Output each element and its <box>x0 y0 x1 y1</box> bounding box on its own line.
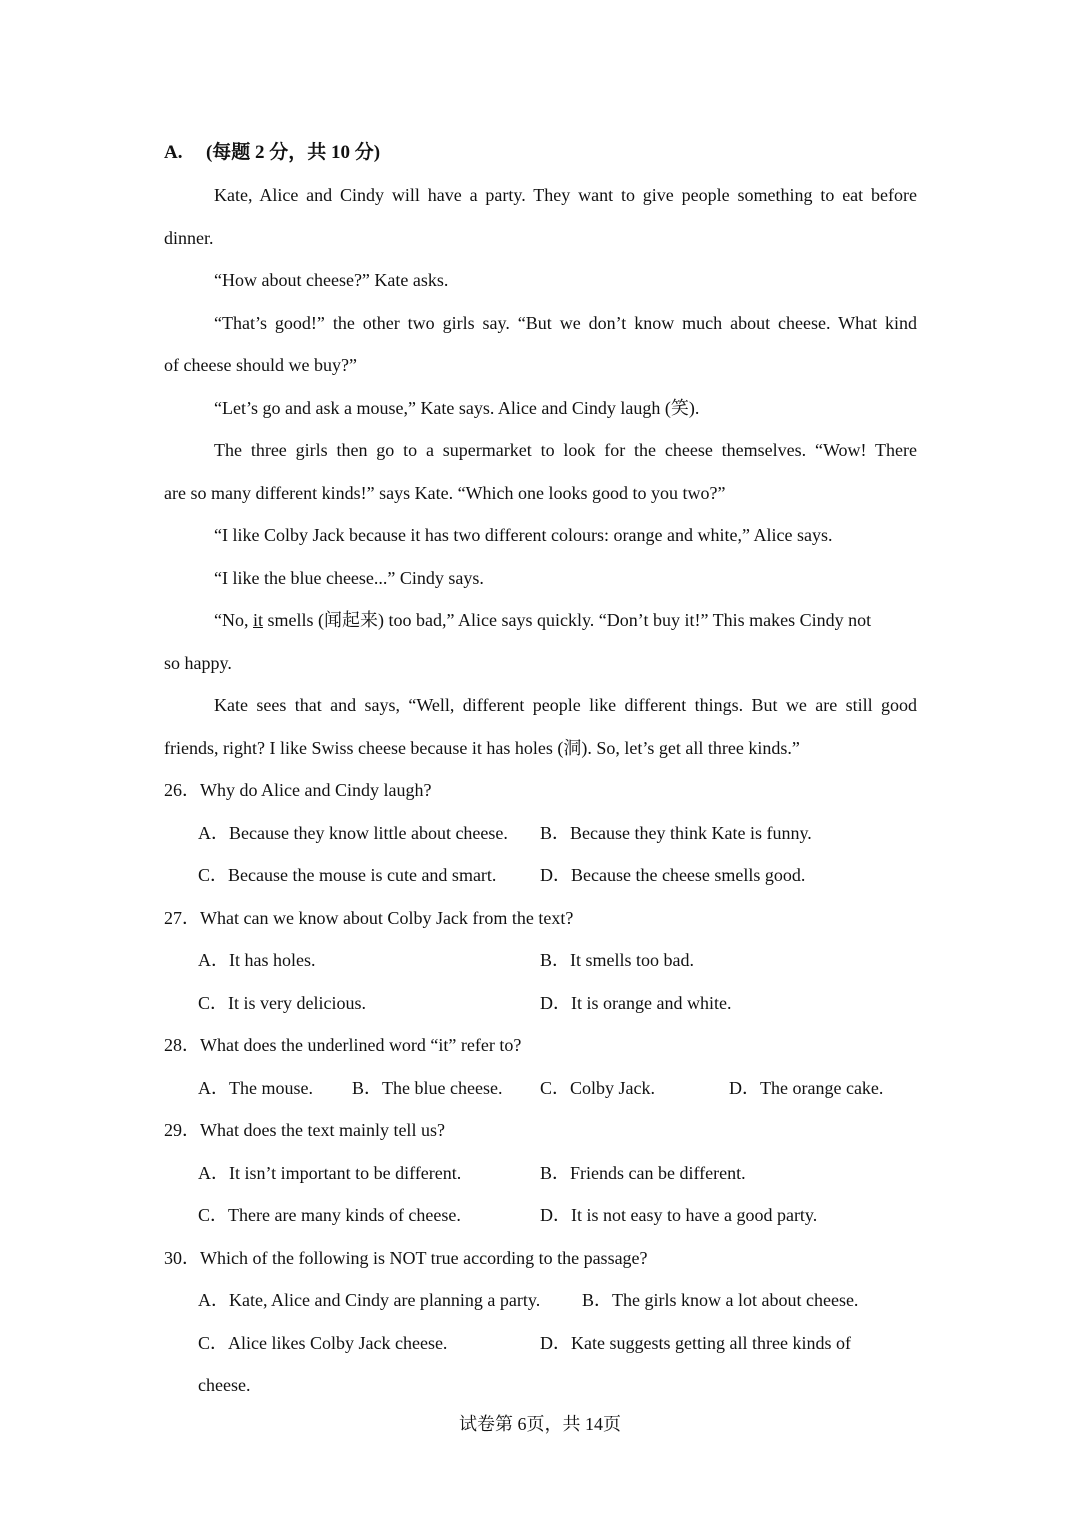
passage-line: “I like Colby Jack because it has two different colours: orange and white,” Alice says. <box>214 525 833 545</box>
option-b: B．The girls know a lot about cheese. <box>582 1290 859 1310</box>
option-c: C．Alice likes Colby Jack cheese. <box>198 1333 448 1353</box>
passage-text: smells (闻起来) too bad,” Alice says quickly. “Don’t buy it!” This makes Cindy not <box>263 610 872 630</box>
option-d: D．It is orange and white. <box>540 993 732 1013</box>
option-c: C．It is very delicious. <box>198 993 366 1013</box>
passage-line: “I like the blue cheese...” Cindy says. <box>214 568 484 588</box>
passage-line: “Let’s go and ask a mouse,” Kate says. Alice and Cindy laugh (笑). <box>214 398 700 418</box>
option-a: A．It isn’t important to be different. <box>198 1163 462 1183</box>
option-a: A．Kate, Alice and Cindy are planning a party. <box>198 1290 541 1310</box>
option-b: B．Friends can be different. <box>540 1163 746 1183</box>
passage-line: “That’s good!” the other two girls say. “But we don’t know much about cheese. What kind <box>214 313 917 333</box>
option-c: C．Because the mouse is cute and smart. <box>198 865 497 885</box>
passage-line: dinner. <box>164 228 214 248</box>
option-d: D．Kate suggests getting all three kinds of <box>540 1333 851 1353</box>
question-stem: 28．What does the underlined word “it” refer to? <box>164 1035 522 1055</box>
passage-line: of cheese should we buy?” <box>164 355 357 375</box>
option-c: C．Colby Jack. <box>540 1078 655 1098</box>
passage-line: Kate sees that and says, “Well, different people like different things. But we are still good <box>214 695 917 715</box>
passage-line: friends, right? I like Swiss cheese because it has holes (洞). So, let’s get all three kinds.” <box>164 738 800 758</box>
page-footer: 试卷第 6页，共 14页 <box>459 1414 621 1434</box>
option-d: D．Because the cheese smells good. <box>540 865 806 885</box>
section-heading <box>164 141 380 165</box>
passage-line: so happy. <box>164 653 232 673</box>
question-stem: 30．Which of the following is NOT true according to the passage? <box>164 1248 648 1268</box>
option-a: A．The mouse. <box>198 1078 313 1098</box>
option-d: D．It is not easy to have a good party. <box>540 1205 818 1225</box>
passage-line: are so many different kinds!” says Kate. “Which one looks good to you two?” <box>164 483 726 503</box>
option-d-continued: cheese. <box>198 1375 251 1395</box>
passage-line: The three girls then go to a supermarket to look for the cheese themselves. “Wow! There <box>214 440 917 460</box>
question-stem: 27．What can we know about Colby Jack from the text? <box>164 908 574 928</box>
option-a: A．It has holes. <box>198 950 316 970</box>
passage-line: “How about cheese?” Kate asks. <box>214 270 449 290</box>
question-stem: 26．Why do Alice and Cindy laugh? <box>164 780 432 800</box>
section-score-note: (每题 2 分，共 10 分) <box>205 142 381 163</box>
option-d: D．The orange cake. <box>729 1078 884 1098</box>
question-stem: 29．What does the text mainly tell us? <box>164 1120 445 1140</box>
option-b: B．It smells too bad. <box>540 950 694 970</box>
passage-line <box>214 608 871 632</box>
option-b: B．Because they think Kate is funny. <box>540 823 812 843</box>
underlined-word-it: it <box>253 610 264 630</box>
option-a: A．Because they know little about cheese. <box>198 823 508 843</box>
section-label: A. <box>164 142 183 163</box>
option-c: C．There are many kinds of cheese. <box>198 1205 461 1225</box>
option-b: B．The blue cheese. <box>352 1078 503 1098</box>
passage-text: “No, <box>214 610 253 630</box>
passage-line: Kate, Alice and Cindy will have a party. They want to give people something to eat before <box>214 185 917 205</box>
